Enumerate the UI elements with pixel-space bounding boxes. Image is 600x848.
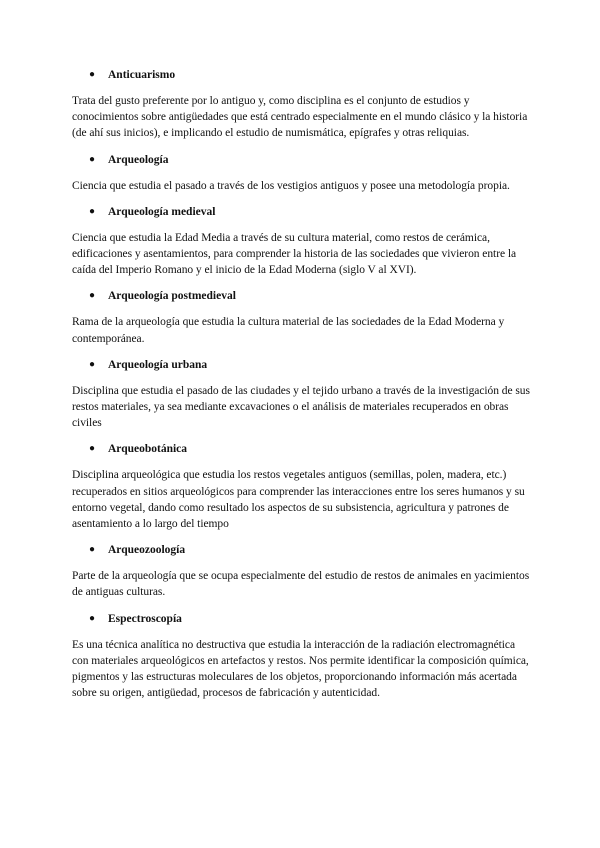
bullet-icon: ● [89, 290, 96, 302]
entry-definition: Ciencia que estudia la Edad Media a través de su cultura material, como restos de cerámica, edificaciones y asentamientos, para comprender la historia de las sociedades que vivieron entre la caída del Imperio Romano y el inicio de la Edad Moderna (siglo V al XVI). [72, 231, 517, 277]
bullet-icon: ● [89, 612, 96, 624]
entry-term: Arqueología [108, 153, 169, 166]
entry-definition: Trata del gusto preferente por lo antiguo y, como disciplina es el conjunto de estudios y conocimientos sobre antigüedades que está centrado especialmente en el mundo clásico y la historia (de ahí sus inicios), e implicando el estudio de numismática, epígrafes y otras reliquias. [72, 95, 528, 140]
bullet-icon: ● [89, 443, 96, 455]
entry-heading [72, 541, 532, 559]
bullet-icon: ● [89, 358, 96, 370]
bullet-icon: ● [89, 153, 96, 165]
entry-term: Arqueobotánica [108, 443, 188, 456]
bullet-icon: ● [89, 69, 96, 80]
glossary-entries [72, 66, 532, 710]
entry-term: Arqueología medieval [108, 205, 216, 218]
entry-term: Anticuarismo [108, 69, 176, 81]
entry-definition: Rama de la arqueología que estudia la cultura material de las sociedades de la Edad Moderna y contemporánea. [72, 316, 505, 345]
entry-definition: Disciplina arqueológica que estudia los restos vegetales antiguos (semillas, polen, madera, etc.) recuperados en sitios arqueológicos para comprender las interacciones entre los seres humanos y su entorno vegetal, dando como resultado los aspectos de su subsistencia, agricultura y patrones de asentamiento a lo largo del tiempo [72, 469, 525, 531]
bullet-icon: ● [89, 544, 96, 556]
entry-term: Arqueozoología [108, 544, 186, 557]
entry-definition: Ciencia que estudia el pasado a través de los vestigios antiguos y posee una metodología propia. [72, 179, 510, 192]
entry-term: Arqueología postmedieval [108, 290, 236, 303]
bullet-icon: ● [89, 205, 96, 217]
entry-term: Arqueología urbana [108, 358, 208, 371]
entry-heading [72, 151, 532, 169]
entry-heading [72, 610, 532, 628]
entry-term: Espectroscopía [108, 612, 182, 625]
entry-heading [72, 440, 532, 458]
entry-heading [72, 356, 532, 374]
entry-heading [72, 203, 532, 221]
entry-heading [72, 66, 532, 84]
entry-definition: Disciplina que estudia el pasado de las ciudades y el tejido urbano a través de la investigación de sus restos materiales, ya sea mediante excavaciones o el análisis de materiales recuperados en obras civiles [72, 384, 530, 430]
entry-heading [72, 287, 532, 305]
entry-definition: Es una técnica analítica no destructiva que estudia la interacción de la radiación electromagnética con materiales arqueológicos en artefactos y restos. Nos permite identificar la composición química, pigmentos y las estructuras moleculares de los objetos, proporcionando información más acertada sobre su origen, antigüedad, procesos de fabricación y autenticidad. [72, 638, 529, 700]
entry-definition: Parte de la arqueología que se ocupa especialmente del estudio de restos de animales en yacimientos de antiguas culturas. [72, 570, 530, 599]
